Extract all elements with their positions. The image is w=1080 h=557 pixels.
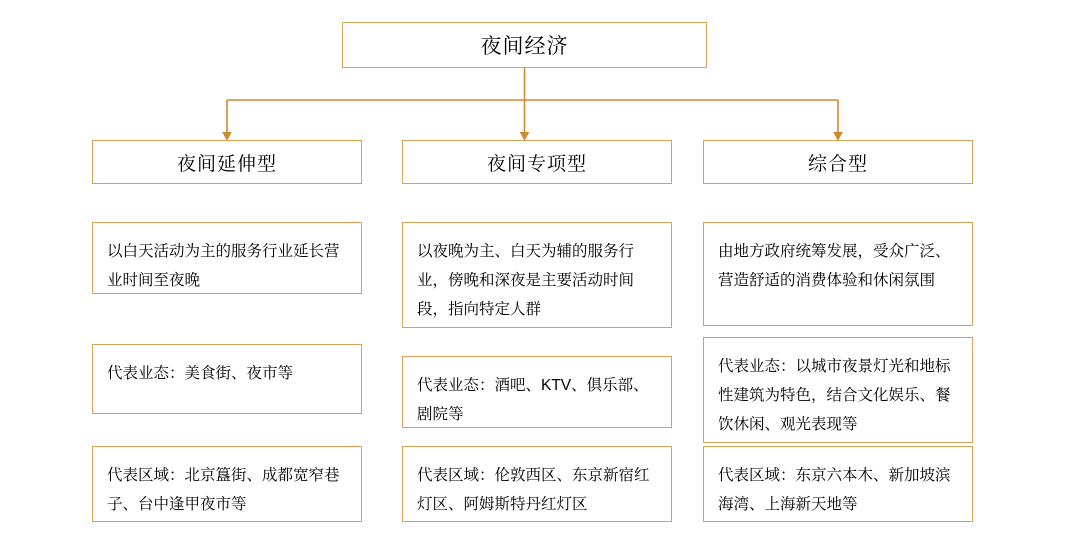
detail-node-2-3-text: 代表区域：伦敦西区、东京新宿红灯区、阿姆斯特丹红灯区: [417, 467, 650, 513]
category-node-2: [402, 140, 672, 184]
detail-node-3-3: [703, 446, 973, 522]
detail-node-1-3: [92, 446, 362, 522]
detail-node-1-1-text: 以白天活动为主的服务行业延长营业时间至夜晚: [107, 243, 340, 289]
detail-node-3-1: [703, 222, 973, 326]
category-node-2-label: 夜间专项型: [486, 153, 587, 175]
detail-node-3-1-text: 由地方政府统筹发展，受众广泛、营造舒适的消费体验和休闲氛围: [718, 243, 951, 289]
detail-node-3-2: [703, 337, 973, 443]
detail-node-1-2-text: 代表业态：美食街、夜市等: [107, 365, 294, 382]
category-node-3-label: 综合型: [807, 153, 868, 175]
root-node-label: 夜间经济: [480, 35, 569, 58]
detail-node-2-2: [402, 356, 672, 428]
detail-node-2-3: [402, 446, 672, 522]
detail-node-1-3-text: 代表区域：北京簋街、成都宽窄巷子、台中逢甲夜市等: [107, 467, 340, 513]
detail-node-3-3-text: 代表区域：东京六本木、新加坡滨海湾、上海新天地等: [718, 467, 951, 513]
category-node-1: [92, 140, 362, 184]
detail-node-2-2-text: 代表业态：酒吧、KTV、俱乐部、剧院等: [417, 377, 649, 423]
detail-node-1-1: [92, 222, 362, 294]
detail-node-1-2: [92, 344, 362, 414]
category-node-3: [703, 140, 973, 184]
detail-node-3-2-text: 代表业态：以城市夜景灯光和地标性建筑为特色，结合文化娱乐、餐饮休闲、观光表现等: [718, 358, 951, 433]
detail-node-2-1-text: 以夜晚为主、白天为辅的服务行业，傍晚和深夜是主要活动时间段，指向特定人群: [417, 243, 635, 318]
root-node: [342, 22, 707, 68]
category-node-1-label: 夜间延伸型: [176, 153, 277, 175]
detail-node-2-1: [402, 222, 672, 328]
